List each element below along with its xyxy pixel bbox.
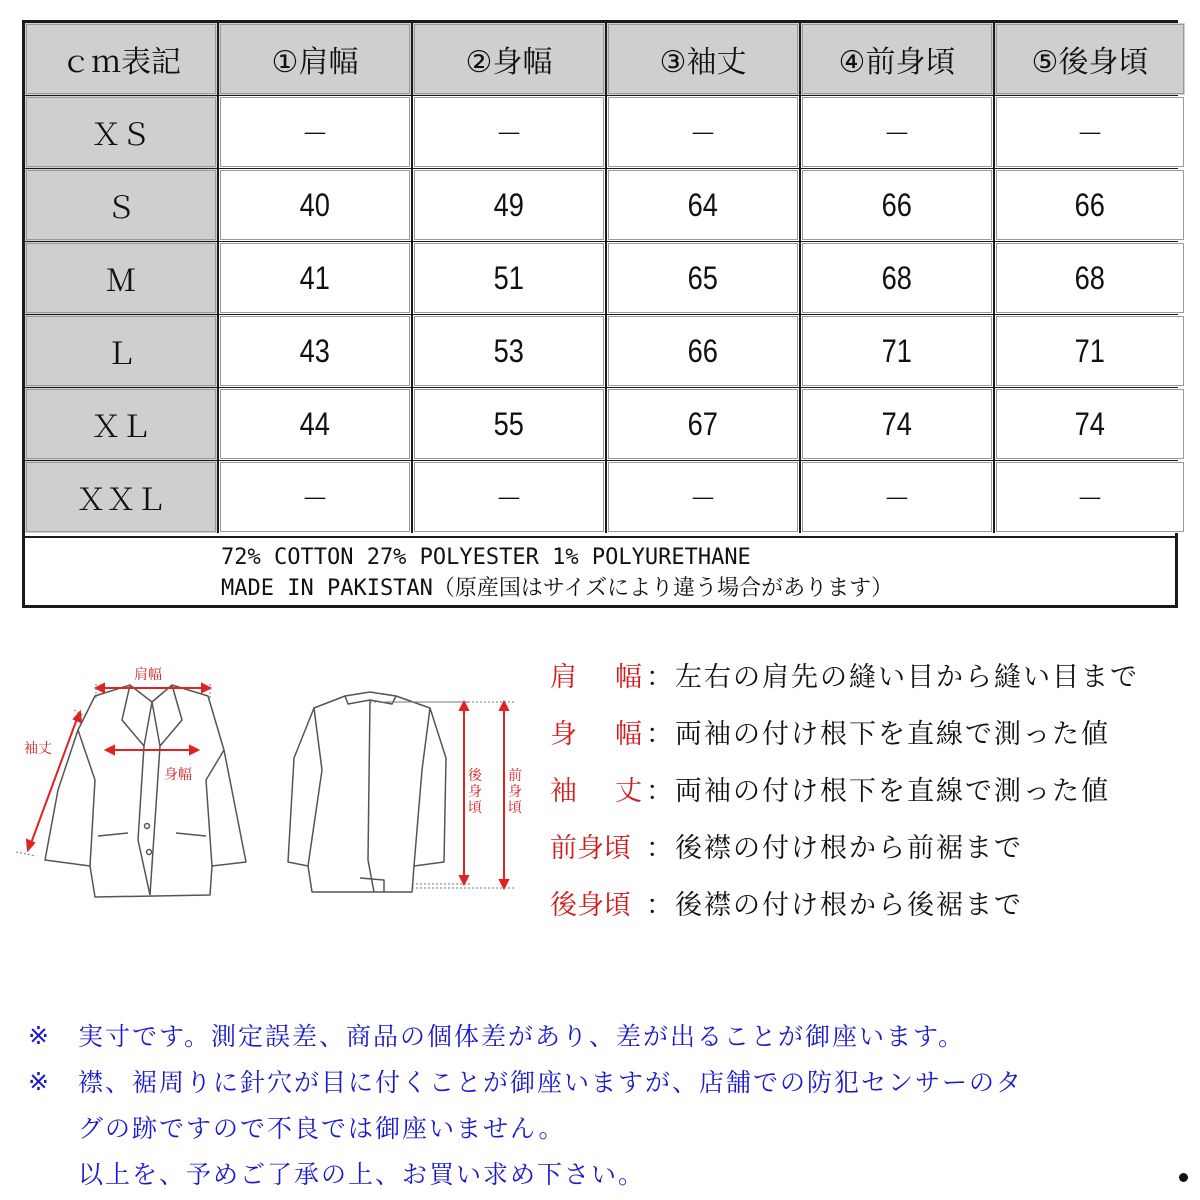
cell-value: － bbox=[495, 116, 523, 152]
row-size-label: ＸＸＬ bbox=[25, 461, 217, 533]
table-cell bbox=[219, 315, 411, 387]
diagram-front-length-label: 前身頃 bbox=[508, 768, 522, 816]
definition-description: 後襟の付け根から前裾まで bbox=[675, 833, 1023, 864]
table-cell bbox=[995, 169, 1185, 241]
cell-value: － bbox=[495, 481, 523, 517]
cell-value: 66 bbox=[1074, 186, 1106, 223]
table-cell bbox=[801, 461, 993, 533]
cell-value: 71 bbox=[1074, 332, 1106, 369]
term-part: 肩 bbox=[550, 662, 577, 693]
definition-term bbox=[550, 655, 642, 694]
definition-shoulder bbox=[550, 646, 1190, 703]
definition-colon: ： bbox=[646, 890, 673, 921]
row-size-label: Ｍ bbox=[25, 242, 217, 314]
table-cell bbox=[413, 96, 605, 168]
definition-term bbox=[550, 826, 642, 865]
diagram-back-length-label: 後身頃 bbox=[468, 768, 482, 816]
material-info bbox=[25, 536, 1175, 605]
diagram-sleeve-label: 袖丈 bbox=[24, 741, 52, 757]
cell-value: 40 bbox=[299, 186, 331, 223]
cell-value: 55 bbox=[493, 405, 525, 442]
cell-value: 51 bbox=[493, 259, 525, 296]
cell-value: － bbox=[1076, 116, 1104, 152]
table-cell bbox=[219, 169, 411, 241]
cell-value: 44 bbox=[299, 405, 331, 442]
notes bbox=[28, 1012, 1188, 1196]
table-cell bbox=[219, 461, 411, 533]
cell-value: － bbox=[301, 116, 329, 152]
size-grid bbox=[25, 23, 1175, 533]
measurement-definitions bbox=[550, 646, 1190, 931]
table-cell bbox=[219, 388, 411, 460]
cell-value: － bbox=[689, 481, 717, 517]
definition-term bbox=[550, 883, 642, 922]
cell-value: 66 bbox=[687, 332, 719, 369]
row-size-label: Ｓ bbox=[25, 169, 217, 241]
definition-description: 後襟の付け根から後裾まで bbox=[675, 890, 1023, 921]
table-cell bbox=[801, 315, 993, 387]
note-needle-holes bbox=[28, 1058, 1188, 1104]
definition-description: 両袖の付け根下を直線で測った値 bbox=[675, 776, 1110, 807]
table-cell bbox=[607, 388, 799, 460]
country-of-origin: MADE IN PAKISTAN（原産国はサイズにより違う場合があります） bbox=[221, 576, 894, 601]
cell-value: 49 bbox=[493, 186, 525, 223]
diagram-chest-label: 身幅 bbox=[164, 767, 192, 783]
note-measurement bbox=[28, 1012, 1188, 1058]
definition-colon: ： bbox=[646, 662, 673, 693]
note-continuation: グの跡ですので不良では御座いません。 bbox=[78, 1114, 566, 1143]
corner-dot bbox=[1179, 1173, 1188, 1182]
cell-value: － bbox=[883, 116, 911, 152]
table-cell bbox=[413, 242, 605, 314]
table-cell bbox=[607, 169, 799, 241]
note-text: 襟、裾周りに針穴が目に付くことが御座いますが、店舗での防犯センサーのタ bbox=[78, 1068, 1024, 1097]
header-unit: ｃｍ表記 bbox=[25, 23, 217, 95]
row-size-label: ＸＳ bbox=[25, 96, 217, 168]
measurement-diagram bbox=[0, 640, 540, 920]
table-cell bbox=[219, 96, 411, 168]
row-size-label: ＸＬ bbox=[25, 388, 217, 460]
note-text: 実寸です。測定誤差、商品の個体差があり、差が出ることが御座います。 bbox=[78, 1022, 966, 1051]
table-cell bbox=[607, 242, 799, 314]
table-cell bbox=[607, 315, 799, 387]
term-part: 幅 bbox=[615, 719, 642, 750]
cell-value: 41 bbox=[299, 259, 331, 296]
header-front-length: ④前身頃 bbox=[801, 23, 993, 95]
cell-value: 43 bbox=[299, 332, 331, 369]
table-cell bbox=[219, 242, 411, 314]
header-sleeve: ③袖丈 bbox=[607, 23, 799, 95]
term-part: 後身頃 bbox=[550, 890, 631, 921]
cell-value: － bbox=[1076, 481, 1104, 517]
definition-term bbox=[550, 769, 642, 808]
cell-value: 74 bbox=[881, 405, 913, 442]
table-cell bbox=[413, 169, 605, 241]
cell-value: － bbox=[301, 481, 329, 517]
definition-colon: ： bbox=[646, 719, 673, 750]
definition-description: 左右の肩先の縫い目から縫い目まで bbox=[675, 662, 1139, 693]
cell-value: 65 bbox=[687, 259, 719, 296]
cell-value: 68 bbox=[1074, 259, 1106, 296]
table-cell bbox=[995, 242, 1185, 314]
definition-description: 両袖の付け根下を直線で測った値 bbox=[675, 719, 1110, 750]
definition-term bbox=[550, 712, 642, 751]
header-shoulder: ①肩幅 bbox=[219, 23, 411, 95]
cell-value: － bbox=[689, 116, 717, 152]
cell-value: 67 bbox=[687, 405, 719, 442]
table-cell bbox=[607, 461, 799, 533]
note-acknowledgement: 以上を、予めご了承の上、お買い求め下さい。 bbox=[78, 1160, 646, 1189]
table-cell bbox=[801, 169, 993, 241]
row-size-label: Ｌ bbox=[25, 315, 217, 387]
cell-value: 66 bbox=[881, 186, 913, 223]
jacket-illustration bbox=[0, 640, 540, 920]
table-cell bbox=[995, 315, 1185, 387]
cell-value: － bbox=[883, 481, 911, 517]
cell-value: 68 bbox=[881, 259, 913, 296]
definition-sleeve bbox=[550, 760, 1190, 817]
table-cell bbox=[413, 388, 605, 460]
table-cell bbox=[413, 315, 605, 387]
table-cell bbox=[801, 242, 993, 314]
term-part: 丈 bbox=[615, 776, 642, 807]
header-chest: ②身幅 bbox=[413, 23, 605, 95]
table-cell bbox=[801, 96, 993, 168]
table-cell bbox=[413, 461, 605, 533]
definition-front-length bbox=[550, 817, 1190, 874]
definition-chest bbox=[550, 703, 1190, 760]
table-cell bbox=[995, 96, 1185, 168]
term-part: 前身頃 bbox=[550, 833, 631, 864]
material-composition: 72% COTTON 27% POLYESTER 1% POLYURETHANE bbox=[221, 545, 751, 570]
table-cell bbox=[801, 388, 993, 460]
definition-back-length bbox=[550, 874, 1190, 931]
header-back-length: ⑤後身頃 bbox=[995, 23, 1185, 95]
note-mark: ※ bbox=[28, 1020, 51, 1050]
definition-colon: ： bbox=[646, 833, 673, 864]
note-mark: ※ bbox=[28, 1066, 51, 1096]
cell-value: 64 bbox=[687, 186, 719, 223]
cell-value: 53 bbox=[493, 332, 525, 369]
table-cell bbox=[607, 96, 799, 168]
term-part: 袖 bbox=[550, 776, 577, 807]
size-table bbox=[22, 20, 1178, 608]
table-cell bbox=[995, 461, 1185, 533]
diagram-shoulder-label: 肩幅 bbox=[134, 667, 162, 683]
definition-colon: ： bbox=[646, 776, 673, 807]
table-cell bbox=[995, 388, 1185, 460]
cell-value: 74 bbox=[1074, 405, 1106, 442]
cell-value: 71 bbox=[881, 332, 913, 369]
term-part: 幅 bbox=[615, 662, 642, 693]
term-part: 身 bbox=[550, 719, 577, 750]
